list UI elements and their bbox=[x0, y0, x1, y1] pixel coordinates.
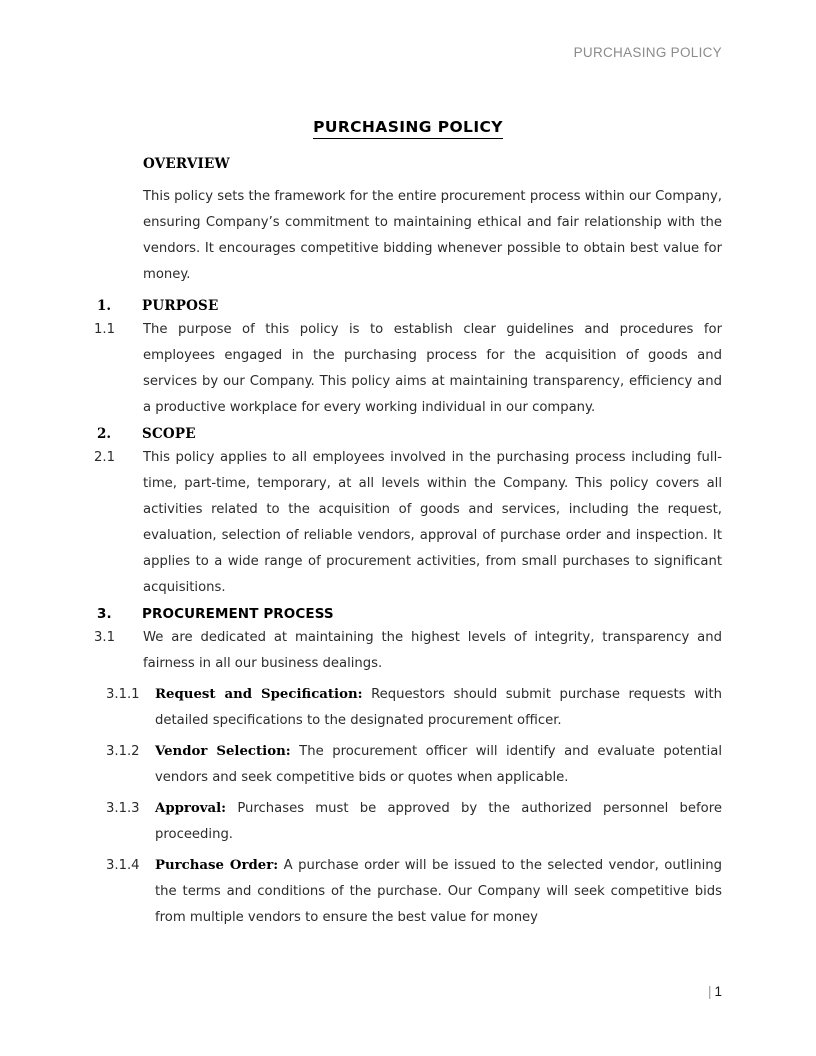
subclause-text: The procurement officer will identify and evaluate potential vendors and seek competitive bids or quotes when applicable. bbox=[155, 744, 722, 785]
clause-2-1 bbox=[94, 445, 722, 601]
clause-3-1-2 bbox=[94, 739, 722, 791]
subclause-body bbox=[155, 682, 722, 734]
subclause-body bbox=[155, 796, 722, 848]
section-number: 1. bbox=[97, 298, 112, 314]
section-label: PURPOSE bbox=[142, 298, 219, 314]
footer-separator: | bbox=[707, 983, 712, 999]
running-header-text: PURCHASING POLICY bbox=[573, 45, 722, 60]
subclause-number: 3.1.2 bbox=[106, 744, 140, 759]
section-heading-procurement-process bbox=[94, 606, 722, 622]
subclause-body bbox=[155, 739, 722, 791]
clause-3-1 bbox=[94, 625, 722, 677]
clause-number: 2.1 bbox=[94, 450, 115, 465]
subclause-text: Requestors should submit purchase requests with detailed specifications to the designated procurement officer. bbox=[155, 687, 722, 728]
section-label: SCOPE bbox=[142, 426, 196, 442]
clause-3-1-1 bbox=[94, 682, 722, 734]
subclause-text: Purchases must be approved by the authorized personnel before proceeding. bbox=[155, 801, 722, 842]
subclause-lead: Purchase Order: bbox=[155, 858, 279, 873]
overview-heading: OVERVIEW bbox=[143, 156, 230, 172]
clause-text: We are dedicated at maintaining the highest levels of integrity, transparency and fairness in all our business dealings. bbox=[143, 630, 722, 671]
section-heading-scope bbox=[94, 426, 722, 442]
subclause-lead: Vendor Selection: bbox=[155, 744, 291, 759]
section-heading-purpose bbox=[94, 298, 722, 314]
page-footer bbox=[94, 984, 722, 1000]
subclause-number: 3.1.4 bbox=[106, 858, 140, 873]
subclause-lead: Request and Specification: bbox=[155, 687, 363, 702]
clause-1-1 bbox=[94, 317, 722, 421]
clause-number: 3.1 bbox=[94, 630, 115, 645]
clause-text: This policy applies to all employees involved in the purchasing process including full-time, part-time, temporary, at all levels within the Company. This policy covers all activities related to the acquisition of goods and services, including the request, evaluation, selection of reliable vendors, approval of purchase order and inspection. It applies to a wide range of procurement activities, from small purchases to significant acquisitions. bbox=[143, 450, 722, 595]
overview-paragraph: This policy sets the framework for the entire procurement process within our Company, ensuring Company’s commitment to maintaining ethical and fair relationship with the vendors. It encourages competitive bidding whenever possible to obtain best value for money. bbox=[143, 189, 722, 282]
section-number: 3. bbox=[97, 606, 112, 622]
subclause-text: A purchase order will be issued to the selected vendor, outlining the terms and conditions of the purchase. Our Company will seek competitive bids from multiple vendors to ensure the best value for money bbox=[155, 858, 722, 925]
page-title-text: PURCHASING POLICY bbox=[313, 118, 503, 139]
clause-text: The purpose of this policy is to establish clear guidelines and procedures for employees engaged in the purchasing process for the acquisition of goods and services by our Company. This policy aims at maintaining transparency, efficiency and a productive workplace for every working individual in our company. bbox=[143, 322, 722, 415]
document-content bbox=[94, 118, 722, 936]
subclause-lead: Approval: bbox=[155, 801, 227, 816]
section-number: 2. bbox=[97, 426, 112, 442]
clause-3-1-4 bbox=[94, 853, 722, 931]
clause-number: 1.1 bbox=[94, 322, 115, 337]
running-header bbox=[94, 45, 722, 61]
section-label: PROCUREMENT PROCESS bbox=[142, 606, 334, 622]
subclause-number: 3.1.1 bbox=[106, 687, 140, 702]
subclause-body bbox=[155, 853, 722, 931]
clause-3-1-3 bbox=[94, 796, 722, 848]
subclause-number: 3.1.3 bbox=[106, 801, 140, 816]
page-number: 1 bbox=[714, 983, 722, 999]
page-title bbox=[94, 118, 722, 136]
